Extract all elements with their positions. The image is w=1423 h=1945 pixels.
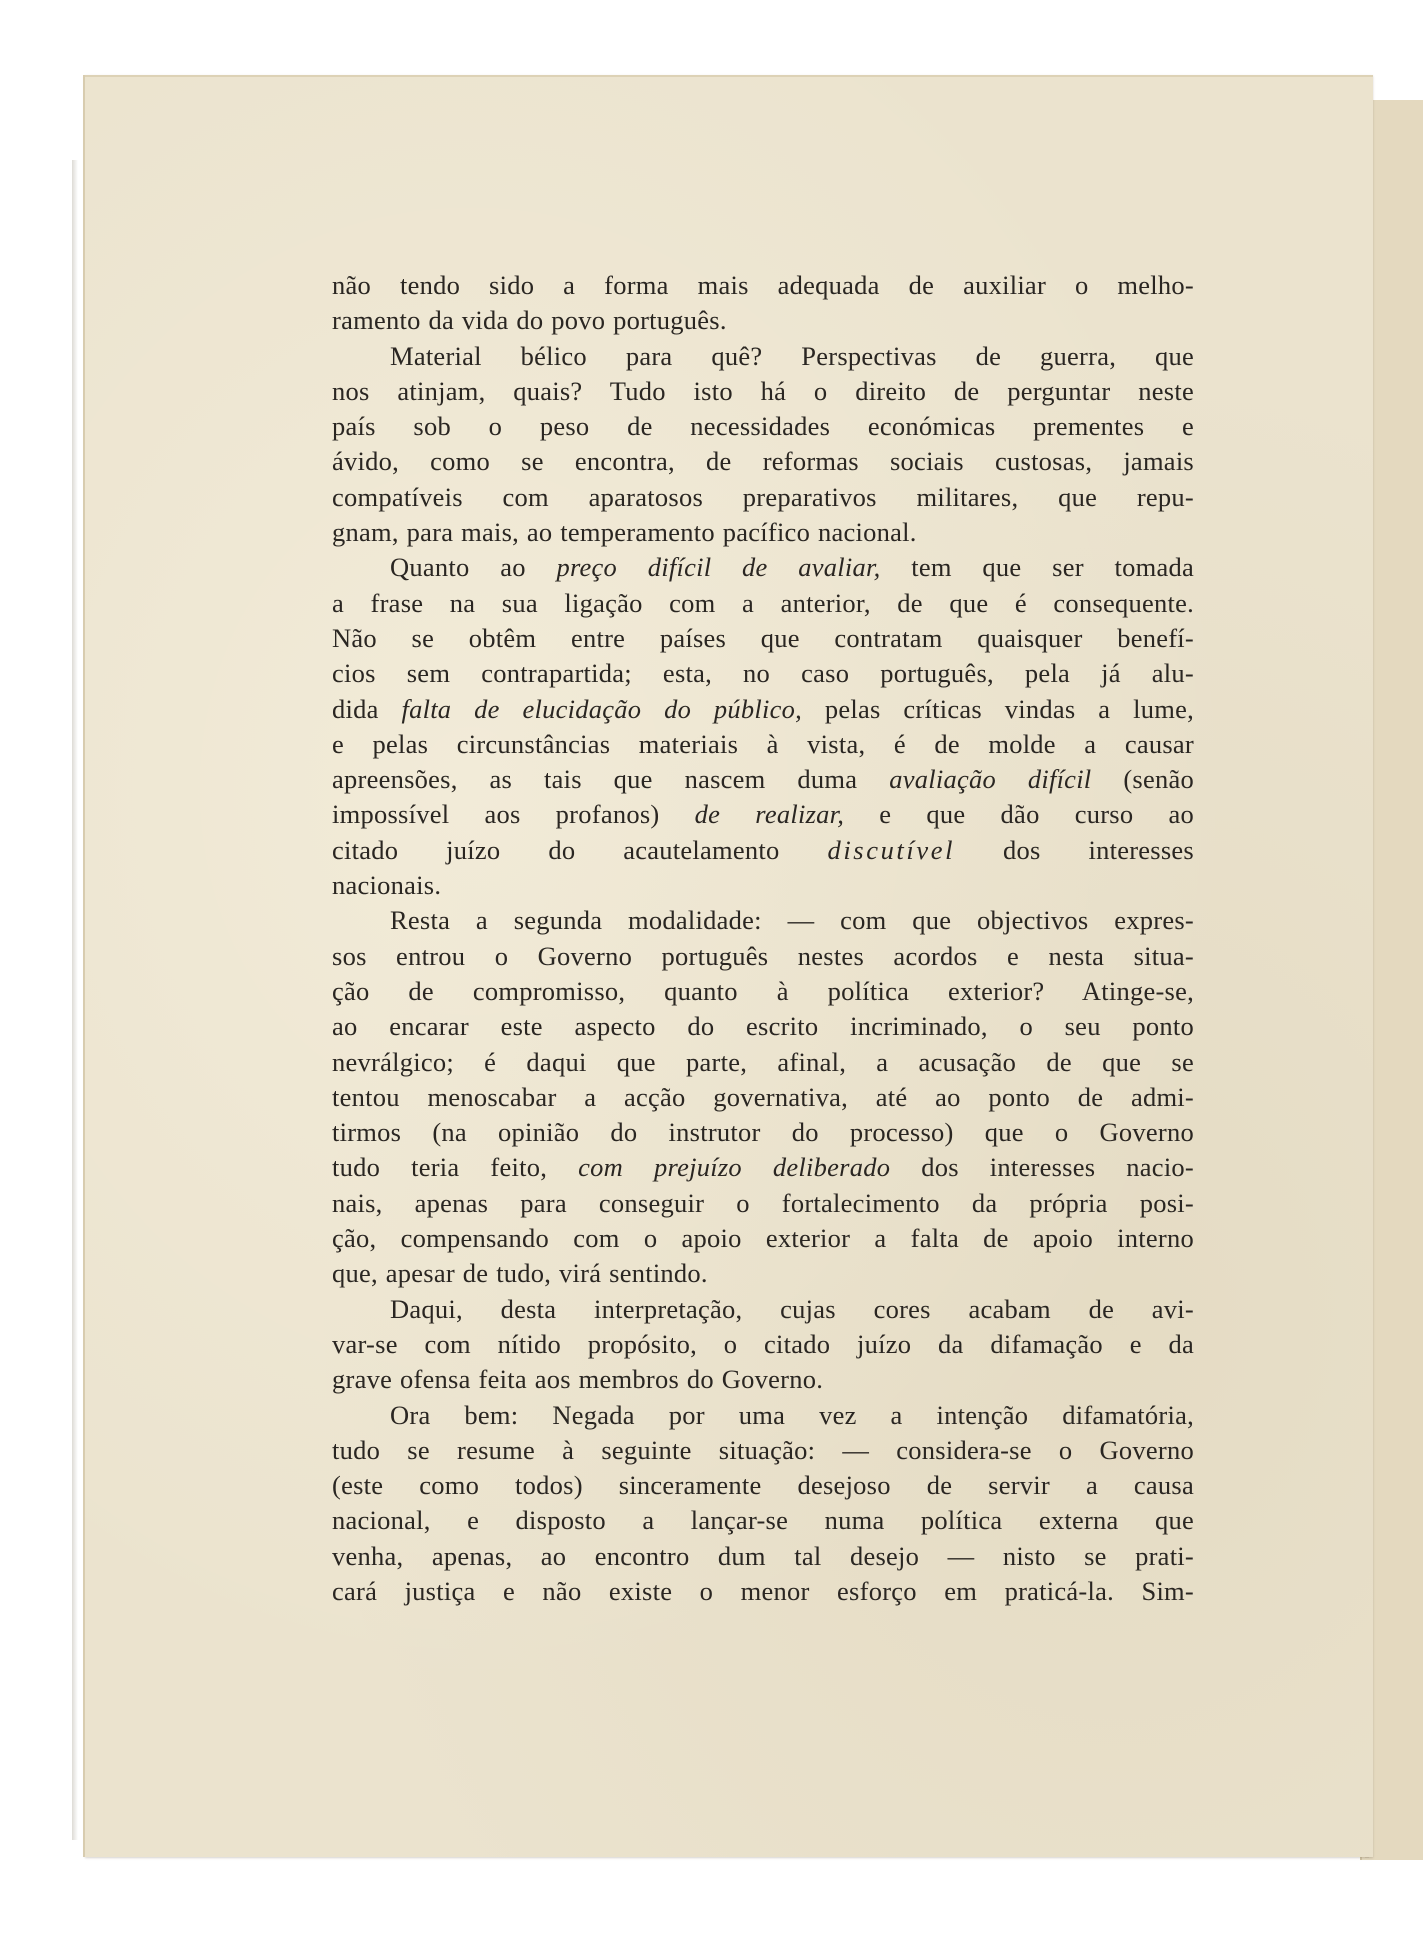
italic-emphasis: de realizar, (694, 799, 845, 830)
italic-emphasis: avaliação difícil (889, 764, 1092, 795)
text-line: ramento da vida do povo português. (332, 305, 727, 336)
text-line: ção de compromisso, quanto à política exterior? Atinge-se, (332, 975, 1194, 1006)
text-line: cios sem contrapartida; esta, no caso português, pela já alu- (332, 658, 1194, 689)
text-line: ao encarar este aspecto do escrito incriminado, o seu ponto (332, 1011, 1194, 1042)
text-line: nevrálgico; é daqui que parte, afinal, a acusação de que se (332, 1046, 1194, 1077)
text-line: tudo teria feito, com prejuízo deliberado dos interesses nacio- (332, 1152, 1195, 1183)
text-line: ção, compensando com o apoio exterior a falta de apoio interno (332, 1223, 1194, 1254)
italic-emphasis: falta de elucidação do público, (401, 693, 803, 724)
text-line: nos atinjam, quais? Tudo isto há o direito de perguntar neste (332, 375, 1194, 406)
italic-emphasis: preço difícil de avaliar, (556, 552, 881, 583)
text-line: que, apesar de tudo, virá sentindo. (332, 1258, 708, 1289)
text-line: a frase na sua ligação com a anterior, de que é consequente. (332, 587, 1194, 618)
body-text (332, 268, 1194, 1609)
paragraph-start-line: Ora bem: Negada por uma vez a intenção difamatória, (390, 1399, 1194, 1430)
paragraph-start-line: Resta a segunda modalidade: — com que objectivos expres- (390, 905, 1194, 936)
text-line: citado juízo do acautelamento discutível dos interesses (332, 834, 1194, 865)
text-line: tirmos (na opinião do instrutor do processo) que o Governo (332, 1117, 1194, 1148)
text-line: ávido, como se encontra, de reformas sociais custosas, jamais (332, 446, 1194, 477)
text-line: nacionais. (332, 870, 442, 901)
italic-emphasis: discutível (827, 834, 956, 865)
text-line: nais, apenas para conseguir o fortalecimento da própria posi- (332, 1187, 1194, 1218)
text-line: dida falta de elucidação do público, pelas críticas vindas a lume, (332, 693, 1194, 724)
text-line: var-se com nítido propósito, o citado juízo da difamação e da (332, 1328, 1194, 1359)
text-line: gnam, para mais, ao temperamento pacífico nacional. (332, 517, 917, 548)
text-line: apreensões, as tais que nascem duma avaliação difícil (senão (332, 764, 1194, 795)
text-line: tudo se resume à seguinte situação: — considera-se o Governo (332, 1434, 1194, 1465)
text-line: Não se obtêm entre países que contratam quaisquer benefí- (332, 622, 1194, 653)
text-line: cará justiça e não existe o menor esforço em praticá-la. Sim- (332, 1575, 1194, 1606)
text-line: grave ofensa feita aos membros do Governo. (332, 1364, 824, 1395)
text-line: (este como todos) sinceramente desejoso de servir a causa (332, 1470, 1194, 1501)
text-line: não tendo sido a forma mais adequada de auxiliar o melho- (332, 270, 1194, 300)
italic-emphasis: com prejuízo deliberado (578, 1152, 891, 1183)
text-line: impossível aos profanos) de realizar, e que dão curso ao (332, 799, 1194, 830)
text-line: tentou menoscabar a acção governativa, até ao ponto de admi- (332, 1081, 1194, 1112)
text-line: compatíveis com aparatosos preparativos militares, que repu- (332, 481, 1194, 512)
paragraph-start-line: Quanto ao preço difícil de avaliar, tem que ser tomada (390, 552, 1194, 583)
paragraph-start-line: Material bélico para quê? Perspectivas de guerra, que (390, 340, 1194, 371)
text-line: nacional, e disposto a lançar-se numa política externa que (332, 1505, 1194, 1536)
text-line: venha, apenas, ao encontro dum tal desejo — nisto se prati- (332, 1540, 1194, 1571)
scan-shadow (72, 160, 78, 1840)
paragraph-start-line: Daqui, desta interpretação, cujas cores acabam de avi- (390, 1293, 1194, 1324)
text-line: e pelas circunstâncias materiais à vista, é de molde a causar (332, 728, 1194, 759)
text-line: país sob o peso de necessidades económicas prementes e (332, 411, 1194, 442)
text-line: sos entrou o Governo português nestes acordos e nesta situa- (332, 940, 1194, 971)
